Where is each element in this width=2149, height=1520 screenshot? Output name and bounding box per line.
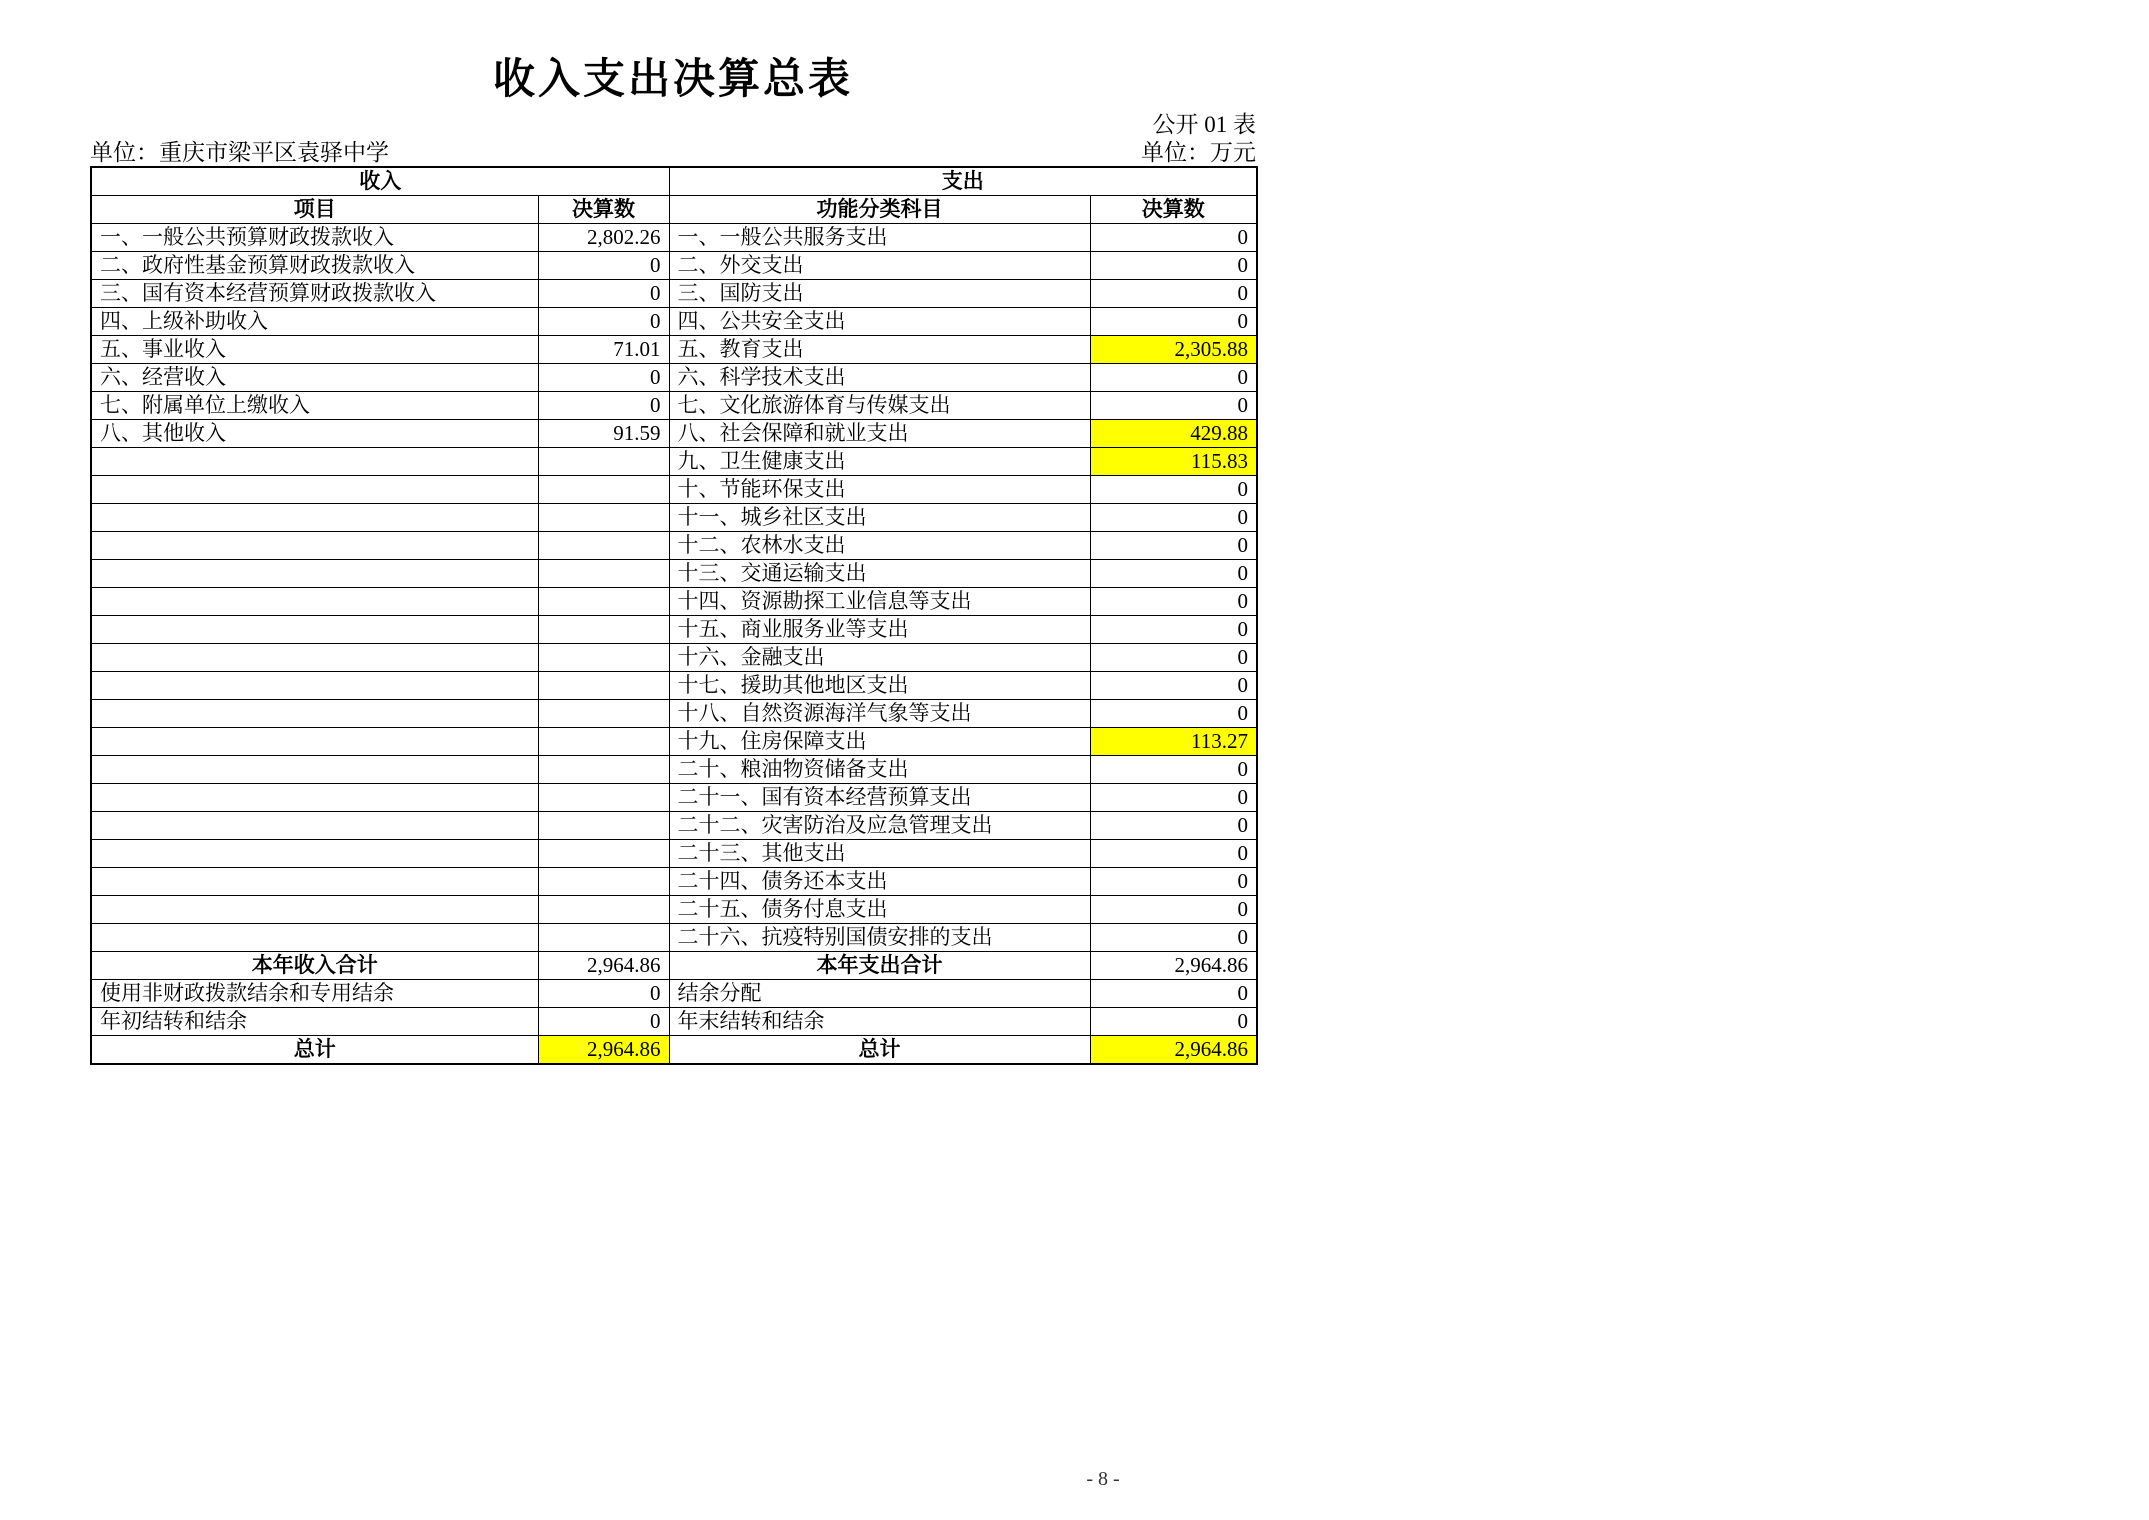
table-row [91,756,1257,784]
expense-amount-cell: 0 [1090,532,1257,560]
expense-item-cell: 四、公共安全支出 [669,308,1090,336]
expense-item-cell: 十三、交通运输支出 [669,560,1090,588]
table-row [91,280,1257,308]
expense-section-header: 支出 [669,167,1257,196]
summary-row [91,1036,1257,1065]
income-item-cell: 使用非财政拨款结余和专用结余 [91,980,538,1008]
income-item-cell [91,896,538,924]
expense-item-cell: 九、卫生健康支出 [669,448,1090,476]
income-item-cell: 总计 [91,1036,538,1065]
summary-row [91,980,1257,1008]
expense-amount-cell: 0 [1090,308,1257,336]
income-item-cell [91,644,538,672]
income-amount-cell [538,448,669,476]
expense-amount-cell: 0 [1090,476,1257,504]
income-item-column-header: 项目 [91,196,538,224]
income-item-cell [91,728,538,756]
expense-item-cell: 十五、商业服务业等支出 [669,616,1090,644]
expense-item-cell: 七、文化旅游体育与传媒支出 [669,392,1090,420]
column-header-row [91,196,1257,224]
table-row [91,252,1257,280]
page-number: - 8 - [1086,1468,1120,1490]
income-item-cell [91,784,538,812]
income-amount-cell [538,504,669,532]
expense-item-cell: 十八、自然资源海洋气象等支出 [669,700,1090,728]
income-item-cell [91,812,538,840]
income-section-header: 收入 [91,167,669,196]
expense-amount-cell: 0 [1090,672,1257,700]
income-item-cell [91,476,538,504]
expense-amount-cell: 0 [1090,560,1257,588]
income-item-cell: 三、国有资本经营预算财政拨款收入 [91,280,538,308]
expense-item-column-header: 功能分类科目 [669,196,1090,224]
expense-item-cell: 总计 [669,1036,1090,1065]
expense-item-cell: 二十三、其他支出 [669,840,1090,868]
income-item-cell [91,532,538,560]
table-row [91,784,1257,812]
expense-amount-cell: 0 [1090,980,1257,1008]
summary-row [91,952,1257,980]
table-row [91,364,1257,392]
income-amount-cell [538,896,669,924]
expense-item-cell: 二十四、债务还本支出 [669,868,1090,896]
table-row [91,448,1257,476]
income-item-cell [91,560,538,588]
section-header-row [91,167,1257,196]
expense-amount-cell: 0 [1090,756,1257,784]
expense-amount-cell: 115.83 [1090,448,1257,476]
income-amount-cell [538,672,669,700]
expense-amount-cell: 0 [1090,784,1257,812]
table-row [91,224,1257,252]
table-row [91,644,1257,672]
income-amount-cell [538,532,669,560]
expense-amount-cell: 0 [1090,1008,1257,1036]
income-amount-cell: 91.59 [538,420,669,448]
income-item-cell [91,924,538,952]
table-row [91,896,1257,924]
expense-amount-cell: 0 [1090,644,1257,672]
expense-amount-cell: 0 [1090,868,1257,896]
table-row [91,588,1257,616]
expense-item-cell: 十二、农林水支出 [669,532,1090,560]
table-row [91,420,1257,448]
income-amount-cell [538,644,669,672]
table-row [91,476,1257,504]
page-title: 收入支出决算总表 [492,57,853,103]
income-item-cell [91,504,538,532]
expense-item-cell: 结余分配 [669,980,1090,1008]
table-row [91,840,1257,868]
expense-item-cell: 一、一般公共服务支出 [669,224,1090,252]
table-row [91,616,1257,644]
table-row [91,728,1257,756]
income-amount-cell [538,784,669,812]
expense-item-cell: 十六、金融支出 [669,644,1090,672]
expense-amount-cell: 2,305.88 [1090,336,1257,364]
income-item-cell: 年初结转和结余 [91,1008,538,1036]
expense-item-cell: 十一、城乡社区支出 [669,504,1090,532]
table-row [91,924,1257,952]
expense-item-cell: 十七、援助其他地区支出 [669,672,1090,700]
income-amount-cell: 2,964.86 [538,1036,669,1065]
income-item-cell [91,840,538,868]
table-row [91,812,1257,840]
table-row [91,532,1257,560]
expense-item-cell: 二十二、灾害防治及应急管理支出 [669,812,1090,840]
income-item-cell: 八、其他收入 [91,420,538,448]
expense-amount-cell: 429.88 [1090,420,1257,448]
expense-item-cell: 二十一、国有资本经营预算支出 [669,784,1090,812]
income-item-cell [91,616,538,644]
income-item-cell [91,672,538,700]
unit-info-row [90,134,1256,167]
form-code-label: 公开 01 表 [1152,112,1256,137]
final-accounts-table [90,166,1258,1065]
income-item-cell [91,700,538,728]
income-amount-cell [538,616,669,644]
expense-amount-cell: 0 [1090,364,1257,392]
expense-amount-cell: 113.27 [1090,728,1257,756]
expense-amount-cell: 0 [1090,812,1257,840]
summary-row [91,1008,1257,1036]
table-row [91,336,1257,364]
expense-amount-cell: 0 [1090,280,1257,308]
income-item-cell: 四、上级补助收入 [91,308,538,336]
income-amount-cell: 0 [538,392,669,420]
income-amount-cell [538,868,669,896]
income-amount-cell: 0 [538,980,669,1008]
income-amount-cell: 0 [538,364,669,392]
expense-item-cell: 二、外交支出 [669,252,1090,280]
income-item-cell: 六、经营收入 [91,364,538,392]
income-item-cell: 七、附属单位上缴收入 [91,392,538,420]
expense-item-cell: 五、教育支出 [669,336,1090,364]
income-amount-cell: 0 [538,252,669,280]
table-row [91,308,1257,336]
income-amount-cell: 2,802.26 [538,224,669,252]
expense-amount-cell: 0 [1090,224,1257,252]
income-item-cell: 本年收入合计 [91,952,538,980]
income-amount-cell [538,840,669,868]
expense-item-cell: 六、科学技术支出 [669,364,1090,392]
income-item-cell: 一、一般公共预算财政拨款收入 [91,224,538,252]
expense-item-cell: 三、国防支出 [669,280,1090,308]
expense-amount-cell: 0 [1090,840,1257,868]
income-amount-cell: 0 [538,1008,669,1036]
income-item-cell: 二、政府性基金预算财政拨款收入 [91,252,538,280]
table-row [91,392,1257,420]
income-amount-cell [538,924,669,952]
expense-amount-cell: 0 [1090,588,1257,616]
expense-amount-cell: 2,964.86 [1090,1036,1257,1065]
expense-item-cell: 十九、住房保障支出 [669,728,1090,756]
table-row [91,700,1257,728]
income-amount-column-header: 决算数 [538,196,669,224]
expense-amount-cell: 0 [1090,924,1257,952]
expense-amount-cell: 0 [1090,616,1257,644]
expense-item-cell: 二十六、抗疫特别国债安排的支出 [669,924,1090,952]
table-row [91,560,1257,588]
expense-item-cell: 十、节能环保支出 [669,476,1090,504]
table-row [91,672,1257,700]
expense-item-cell: 本年支出合计 [669,952,1090,980]
income-item-cell [91,756,538,784]
expense-amount-cell: 0 [1090,504,1257,532]
income-item-cell: 五、事业收入 [91,336,538,364]
expense-amount-column-header: 决算数 [1090,196,1257,224]
income-amount-cell: 0 [538,308,669,336]
income-amount-cell: 71.01 [538,336,669,364]
unit-of-measure-label: 单位：万元 [1141,140,1256,165]
expense-amount-cell: 0 [1090,252,1257,280]
income-amount-cell: 0 [538,280,669,308]
expense-amount-cell: 0 [1090,392,1257,420]
income-amount-cell [538,588,669,616]
income-amount-cell [538,756,669,784]
expense-item-cell: 十四、资源勘探工业信息等支出 [669,588,1090,616]
expense-amount-cell: 0 [1090,896,1257,924]
income-amount-cell [538,728,669,756]
expense-item-cell: 八、社会保障和就业支出 [669,420,1090,448]
income-amount-cell [538,560,669,588]
income-amount-cell [538,812,669,840]
income-amount-cell [538,476,669,504]
income-item-cell [91,448,538,476]
income-amount-cell: 2,964.86 [538,952,669,980]
unit-name-label: 单位：重庆市梁平区袁驿中学 [90,140,389,165]
income-item-cell [91,868,538,896]
income-item-cell [91,588,538,616]
expense-item-cell: 二十五、债务付息支出 [669,896,1090,924]
expense-item-cell: 年末结转和结余 [669,1008,1090,1036]
income-amount-cell [538,700,669,728]
expense-amount-cell: 0 [1090,700,1257,728]
table-row [91,868,1257,896]
expense-item-cell: 二十、粮油物资储备支出 [669,756,1090,784]
expense-amount-cell: 2,964.86 [1090,952,1257,980]
table-row [91,504,1257,532]
